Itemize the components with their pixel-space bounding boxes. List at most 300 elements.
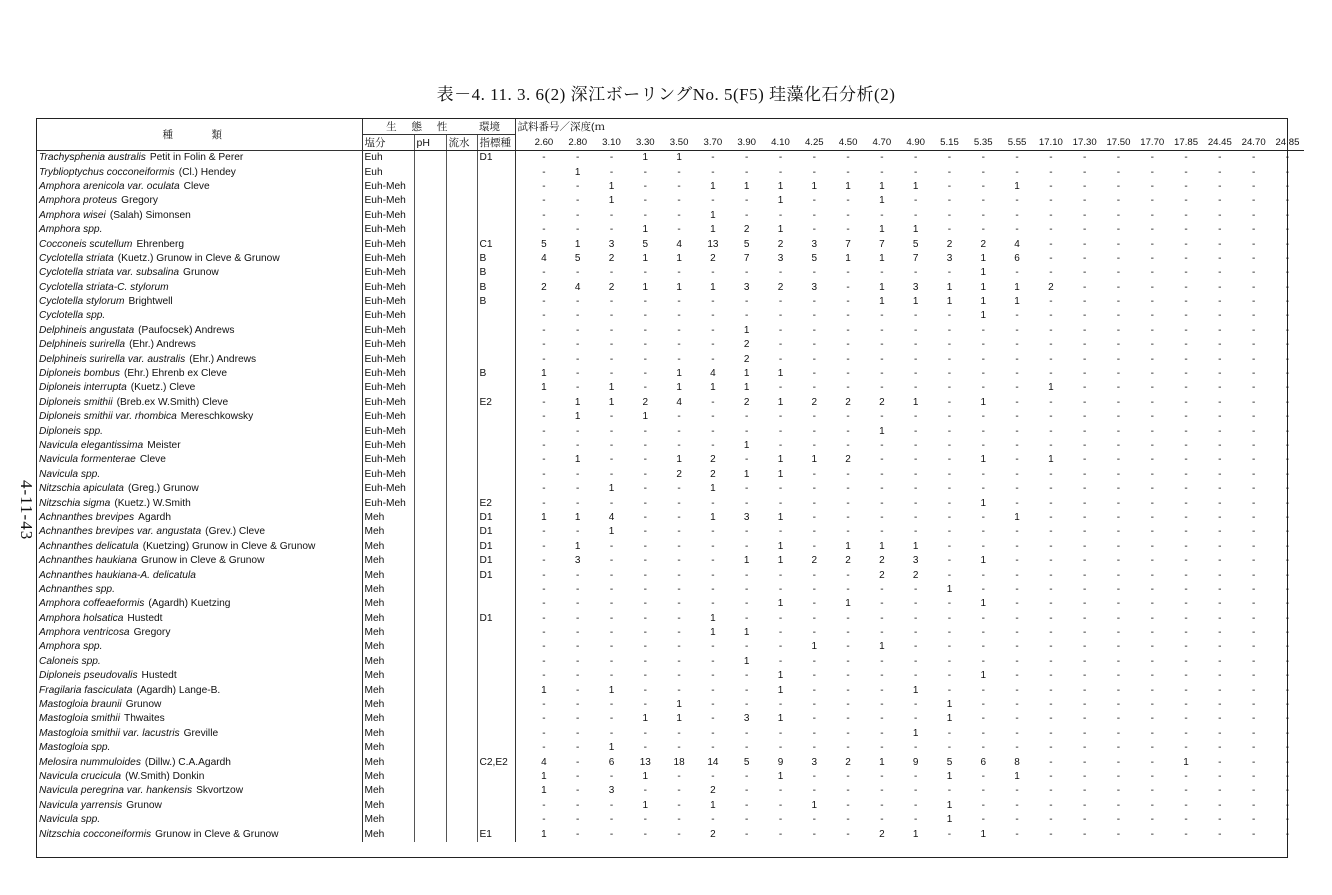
table-row	[37, 180, 1304, 194]
count-cell: 1	[777, 555, 784, 567]
species-genus: Achnanthes delicatula	[39, 540, 139, 552]
count-cell: -	[745, 583, 749, 595]
indicator-cell	[477, 165, 515, 179]
species-author: Hustedt	[141, 670, 177, 682]
count-cell: -	[1015, 209, 1019, 221]
count-cell: -	[1150, 296, 1154, 308]
indicator-cell	[477, 813, 515, 827]
count-cell: -	[1116, 483, 1121, 495]
count-cell: -	[778, 310, 783, 322]
ph-cell	[414, 281, 446, 295]
table-row	[37, 338, 1304, 352]
count-cell: -	[1150, 713, 1154, 725]
count-cell: -	[1082, 756, 1087, 768]
count-cell: -	[711, 152, 715, 164]
count-cell: -	[947, 828, 952, 840]
count-cell: -	[1150, 727, 1154, 739]
count-cell: -	[981, 368, 985, 380]
salinity-cell: Meh	[362, 655, 414, 669]
salinity-cell: Euh	[362, 151, 414, 166]
count-cell: -	[677, 483, 681, 495]
count-cell: -	[812, 612, 816, 624]
count-cell: -	[609, 166, 614, 178]
ph-cell	[414, 525, 446, 539]
count-cell: -	[1049, 670, 1053, 682]
count-cell: 1	[710, 511, 716, 523]
count-cell: 1	[811, 641, 818, 653]
count-cell: -	[1285, 152, 1290, 164]
count-cell: -	[643, 483, 647, 495]
count-cell: -	[914, 483, 918, 495]
count-cell: -	[1049, 627, 1053, 639]
count-cell: 1	[642, 224, 649, 236]
table-row	[37, 324, 1304, 338]
species-genus: Delphineis angustata	[39, 324, 135, 336]
flow-cell	[446, 468, 477, 482]
count-cell: -	[1116, 814, 1121, 826]
table-row	[37, 496, 1304, 510]
count-cell: -	[1184, 368, 1188, 380]
count-cell: -	[1218, 180, 1222, 192]
count-cell: 1	[642, 411, 649, 423]
species-genus: Delphineis surirella var. australis	[39, 353, 186, 365]
salinity-cell: Euh-Meh	[362, 194, 414, 208]
count-cell: -	[1150, 440, 1154, 451]
count-cell: -	[778, 166, 783, 178]
count-cell: -	[1116, 770, 1121, 782]
count-cell: 5	[946, 756, 953, 768]
count-cell: -	[947, 368, 952, 380]
count-cell: -	[1116, 339, 1121, 351]
count-cell: -	[1251, 353, 1256, 365]
count-cell: 4	[574, 281, 581, 293]
count-cell: 2	[608, 281, 615, 293]
count-cell: 1	[980, 252, 987, 264]
count-cell: 4	[541, 756, 547, 768]
count-cell: -	[812, 440, 816, 451]
count-cell: -	[1116, 641, 1121, 653]
spacer-cell	[515, 741, 527, 755]
spacer-cell	[515, 755, 527, 769]
count-cell: -	[1150, 756, 1154, 768]
salinity-cell: Euh-Meh	[362, 439, 414, 453]
ph-cell	[414, 813, 446, 827]
count-cell: -	[1251, 785, 1256, 797]
count-cell: -	[1150, 468, 1154, 480]
spacer-cell	[515, 309, 527, 323]
count-cell: -	[1082, 353, 1087, 365]
count-cell: -	[609, 569, 614, 581]
count-cell: -	[914, 368, 918, 380]
species-genus: Cyclotella spp.	[39, 310, 106, 322]
ph-cell	[414, 640, 446, 654]
count-cell: -	[609, 641, 614, 653]
spacer-cell	[515, 770, 527, 784]
count-cell: -	[1218, 152, 1222, 164]
species-name	[37, 468, 362, 482]
count-cell: -	[1251, 224, 1256, 236]
spacer-cell	[515, 338, 527, 352]
count-cell: -	[1285, 483, 1290, 495]
count-cell: -	[745, 814, 749, 826]
count-cell: 1	[1014, 180, 1020, 192]
species-name	[37, 180, 362, 194]
count-cell: -	[1049, 368, 1053, 380]
count-cell: -	[914, 511, 918, 523]
count-cell: -	[880, 310, 884, 322]
count-cell: -	[677, 425, 681, 437]
count-cell: -	[609, 152, 614, 164]
count-cell: -	[576, 209, 580, 221]
count-cell: -	[1049, 770, 1053, 782]
count-cell: -	[914, 454, 918, 466]
count-cell: -	[1251, 454, 1256, 466]
count-cell: -	[1082, 468, 1087, 480]
count-cell: 7	[912, 252, 919, 264]
header-depth-0: 2.60	[527, 135, 561, 151]
species-name	[37, 439, 362, 453]
table-row	[37, 554, 1304, 568]
count-cell: 1	[845, 180, 851, 192]
salinity-cell: Meh	[362, 525, 414, 539]
count-cell: 2	[946, 238, 953, 250]
indicator-cell: D1	[477, 511, 515, 525]
indicator-cell: E2	[477, 496, 515, 510]
count-cell: -	[1116, 411, 1121, 423]
count-cell: -	[981, 770, 985, 782]
count-cell: 2	[879, 569, 885, 581]
species-name	[37, 813, 362, 827]
count-cell: -	[1285, 339, 1290, 351]
flow-cell	[446, 568, 477, 582]
ph-cell	[414, 770, 446, 784]
species-genus: Cyclotella striata var. subsalina	[39, 267, 180, 279]
salinity-cell: Meh	[362, 755, 414, 769]
count-cell: -	[914, 382, 918, 394]
count-cell: -	[1116, 296, 1121, 308]
header-ph: pH	[414, 135, 446, 151]
count-cell: -	[880, 583, 884, 595]
count-cell: -	[1285, 353, 1290, 365]
count-cell: -	[576, 152, 580, 164]
count-cell: -	[1218, 339, 1222, 351]
count-cell: -	[846, 497, 850, 509]
header-depth-1: 2.80	[561, 135, 595, 151]
salinity-cell: Euh-Meh	[362, 468, 414, 482]
species-name	[37, 669, 362, 683]
flow-cell	[446, 410, 477, 424]
header-depth-10: 4.70	[865, 135, 899, 151]
species-genus: Achnanthes brevipes var. angustata	[39, 526, 202, 538]
ph-cell	[414, 237, 446, 251]
count-cell: 1	[777, 598, 784, 610]
species-genus: Cyclotella stylorum	[39, 296, 125, 308]
salinity-cell: Meh	[362, 770, 414, 784]
salinity-cell: Euh-Meh	[362, 424, 414, 438]
count-cell: -	[576, 756, 580, 768]
count-cell: -	[643, 195, 647, 207]
diatom-analysis-table	[37, 119, 1304, 842]
count-cell: -	[609, 627, 614, 639]
count-cell: -	[846, 425, 850, 437]
count-cell: -	[1082, 425, 1087, 437]
count-cell: -	[1218, 770, 1222, 782]
salinity-cell: Euh-Meh	[362, 482, 414, 496]
count-cell: -	[711, 324, 715, 336]
count-cell: -	[609, 267, 614, 279]
count-cell: -	[542, 526, 546, 538]
count-cell: 1	[777, 684, 784, 696]
count-cell: 1	[642, 713, 649, 725]
count-cell: -	[880, 713, 884, 725]
count-cell: -	[542, 742, 546, 754]
count-cell: -	[1116, 742, 1121, 754]
count-cell: 4	[676, 238, 682, 250]
count-cell: -	[1049, 152, 1053, 164]
count-cell: 1	[946, 770, 953, 782]
flow-cell	[446, 396, 477, 410]
count-cell: -	[677, 526, 681, 538]
count-cell: -	[1116, 569, 1121, 581]
count-cell: -	[1082, 670, 1087, 682]
table-row	[37, 655, 1304, 669]
count-cell: -	[880, 627, 884, 639]
count-cell: -	[1015, 440, 1019, 451]
count-cell: -	[981, 353, 985, 365]
spacer-cell	[515, 554, 527, 568]
salinity-cell: Euh-Meh	[362, 367, 414, 381]
count-cell: -	[846, 267, 850, 279]
count-cell: -	[1150, 799, 1154, 811]
count-cell: -	[1218, 699, 1222, 711]
count-cell: -	[677, 267, 681, 279]
count-cell: -	[846, 224, 850, 236]
count-cell: -	[1218, 396, 1222, 408]
table-row	[37, 396, 1304, 410]
count-cell: -	[609, 612, 614, 624]
count-cell: -	[812, 655, 816, 667]
count-cell: -	[1251, 540, 1256, 552]
count-cell: -	[542, 540, 546, 552]
count-cell: -	[1251, 670, 1256, 682]
species-author: Grunow in Cleve & Grunow	[155, 828, 279, 840]
flow-cell	[446, 511, 477, 525]
table-row	[37, 468, 1304, 482]
count-cell: -	[1218, 440, 1222, 451]
salinity-cell: Meh	[362, 568, 414, 582]
count-cell: -	[1285, 598, 1290, 610]
indicator-cell	[477, 209, 515, 223]
species-author: Cleve	[139, 454, 166, 466]
count-cell: -	[1150, 368, 1154, 380]
count-cell: 1	[676, 152, 682, 164]
count-cell: -	[1082, 296, 1087, 308]
count-cell: -	[677, 785, 681, 797]
count-cell: -	[947, 785, 952, 797]
header-depth-17: 17.50	[1102, 135, 1136, 151]
count-cell: -	[609, 655, 614, 667]
count-cell: -	[1015, 339, 1019, 351]
species-name	[37, 612, 362, 626]
count-cell: -	[643, 368, 647, 380]
count-cell: -	[812, 224, 816, 236]
count-cell: -	[846, 569, 850, 581]
count-cell: -	[609, 770, 614, 782]
count-cell: 1	[676, 368, 682, 380]
count-cell: -	[542, 627, 546, 639]
count-cell: -	[609, 540, 614, 552]
count-cell: -	[677, 180, 681, 192]
table-row	[37, 295, 1304, 309]
count-cell: 2	[912, 569, 919, 581]
count-cell: 6	[608, 756, 615, 768]
count-cell: -	[643, 526, 647, 538]
count-cell: -	[542, 814, 546, 826]
count-cell: -	[778, 296, 783, 308]
salinity-cell: Euh-Meh	[362, 281, 414, 295]
count-cell: -	[1116, 310, 1121, 322]
header-depth-14: 5.55	[1000, 135, 1034, 151]
count-cell: -	[1082, 655, 1087, 667]
count-cell: -	[1150, 195, 1154, 207]
count-cell: -	[778, 382, 783, 394]
flow-cell	[446, 712, 477, 726]
count-cell: -	[1285, 209, 1290, 221]
count-cell: -	[643, 166, 647, 178]
spacer-cell	[515, 151, 527, 166]
table-row	[37, 568, 1304, 582]
species-name	[37, 540, 362, 554]
table-row	[37, 727, 1304, 741]
count-cell: -	[1049, 353, 1053, 365]
count-cell: -	[1184, 699, 1188, 711]
header-ecology: 生 態 性	[362, 119, 477, 135]
count-cell: -	[1150, 382, 1154, 394]
count-cell: -	[643, 828, 647, 840]
salinity-cell: Euh-Meh	[362, 209, 414, 223]
count-cell: 2	[710, 252, 716, 264]
flow-cell	[446, 583, 477, 597]
count-cell: -	[1116, 440, 1121, 451]
species-genus: Mastogloia spp.	[39, 742, 111, 754]
flow-cell	[446, 180, 477, 194]
header-depth-16: 17.30	[1068, 135, 1102, 151]
species-name	[37, 252, 362, 266]
count-cell: -	[846, 296, 850, 308]
ph-cell	[414, 396, 446, 410]
species-name	[37, 410, 362, 424]
count-cell: -	[643, 440, 647, 451]
count-cell: -	[1082, 526, 1087, 538]
count-cell: 1	[710, 382, 716, 394]
count-cell: -	[914, 310, 918, 322]
species-genus: Navicula yarrensis	[39, 799, 123, 811]
count-cell: -	[880, 353, 884, 365]
count-cell: -	[1049, 699, 1053, 711]
count-cell: 1	[946, 814, 953, 826]
count-cell: -	[643, 727, 647, 739]
count-cell: -	[1184, 468, 1188, 480]
count-cell: -	[981, 540, 985, 552]
count-cell: -	[609, 727, 614, 739]
count-cell: -	[745, 569, 749, 581]
species-author: (Ehr.) Ehrenb ex Cleve	[123, 368, 228, 380]
count-cell: -	[1049, 238, 1053, 250]
count-cell: 1	[642, 252, 649, 264]
count-cell: -	[1015, 468, 1019, 480]
count-cell: -	[981, 641, 985, 653]
count-cell: 3	[912, 281, 919, 293]
count-cell: -	[947, 396, 952, 408]
indicator-cell	[477, 683, 515, 697]
flow-cell	[446, 496, 477, 510]
count-cell: -	[981, 583, 985, 595]
indicator-cell	[477, 180, 515, 194]
count-cell: -	[1251, 814, 1256, 826]
count-cell: -	[745, 670, 749, 682]
spacer-cell	[515, 540, 527, 554]
indicator-cell	[477, 640, 515, 654]
count-cell: -	[947, 497, 952, 509]
count-cell: -	[711, 598, 715, 610]
count-cell: -	[1049, 440, 1053, 451]
count-cell: -	[981, 209, 985, 221]
count-cell: -	[1251, 483, 1256, 495]
indicator-cell: D1	[477, 612, 515, 626]
count-cell: -	[1285, 454, 1290, 466]
count-cell: -	[947, 425, 952, 437]
count-cell: 2	[845, 396, 851, 408]
species-author: Greville	[183, 727, 219, 739]
count-cell: -	[711, 699, 715, 711]
count-cell: -	[1082, 742, 1087, 754]
count-cell: -	[745, 152, 749, 164]
count-cell: -	[711, 339, 715, 351]
count-cell: -	[1150, 785, 1154, 797]
count-cell: -	[677, 296, 681, 308]
table-row	[37, 367, 1304, 381]
flow-cell	[446, 640, 477, 654]
table-row	[37, 741, 1304, 755]
species-genus: Melosira nummuloides	[39, 756, 141, 768]
count-cell: -	[1082, 382, 1087, 394]
count-cell: -	[846, 382, 850, 394]
count-cell: -	[1049, 727, 1053, 739]
count-cell: -	[677, 814, 681, 826]
indicator-cell	[477, 324, 515, 338]
species-name	[37, 223, 362, 237]
header-depth-2: 3.10	[595, 135, 629, 151]
salinity-cell: Euh-Meh	[362, 496, 414, 510]
species-author: Petit in Folin & Perer	[149, 152, 244, 164]
count-cell: 1	[743, 655, 750, 667]
header-depth-12: 5.15	[933, 135, 967, 151]
count-cell: -	[1285, 713, 1290, 725]
count-cell: 1	[912, 180, 919, 192]
count-cell: 1	[912, 540, 919, 552]
species-name	[37, 655, 362, 669]
count-cell: -	[1015, 555, 1019, 567]
count-cell: -	[914, 598, 918, 610]
indicator-cell	[477, 799, 515, 813]
count-cell: 1	[743, 180, 750, 192]
count-cell: -	[1116, 180, 1121, 192]
count-cell: -	[1116, 828, 1121, 840]
count-cell: -	[846, 785, 850, 797]
count-cell: -	[1082, 166, 1087, 178]
count-cell: -	[947, 598, 952, 610]
indicator-cell	[477, 453, 515, 467]
